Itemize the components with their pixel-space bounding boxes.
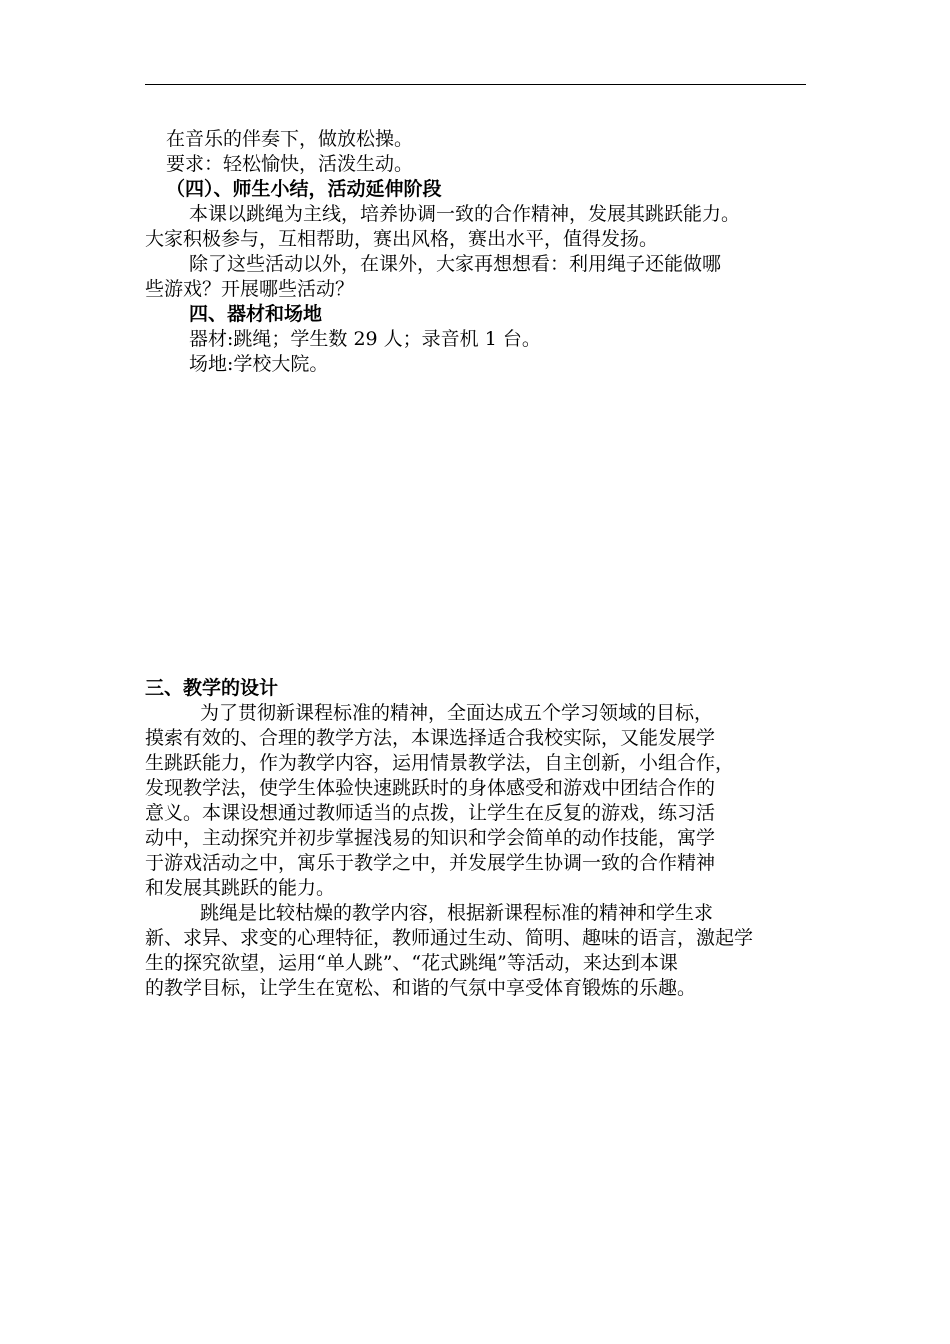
text-line: 要求：轻松愉快，活泼生动。 — [166, 153, 414, 175]
text-line: 本课以跳绳为主线，培养协调一致的合作精神，发展其跳跃能力。 — [189, 203, 741, 225]
text-line: 跳绳是比较枯燥的教学内容，根据新课程标准的精神和学生求 — [200, 902, 714, 924]
section-heading: （四）、师生小结，活动延伸阶段 — [166, 178, 442, 200]
text-line: 大家积极参与，互相帮助，赛出风格，赛出水平，值得发扬。 — [145, 228, 659, 250]
text-line: 生的探究欲望，运用“单人跳”、“花式跳绳”等活动，来达到本课 — [145, 952, 678, 974]
text-line: 发现教学法，使学生体验快速跳跃时的身体感受和游戏中团结合作的 — [145, 777, 716, 799]
text-line: 的教学目标，让学生在宽松、和谐的气氛中享受体育锻炼的乐趣。 — [145, 977, 697, 999]
text-line: 于游戏活动之中，寓乐于教学之中，并发展学生协调一致的合作精神 — [145, 852, 716, 874]
text-line: 生跳跃能力，作为教学内容，运用情景教学法，自主创新，小组合作， — [145, 752, 735, 774]
text-line: 为了贯彻新课程标准的精神，全面达成五个学习领域的目标， — [200, 702, 714, 724]
text-line: 在音乐的伴奏下，做放松操。 — [166, 128, 414, 150]
text-line: 摸索有效的、合理的教学方法，本课选择适合我校实际，又能发展学 — [145, 727, 716, 749]
equipment-line: 器材:跳绳；学生数 29 人；录音机 1 台。 — [189, 328, 541, 350]
text-line: 意义。本课设想通过教师适当的点拨，让学生在反复的游戏，练习活 — [145, 802, 716, 824]
header-rule — [145, 84, 806, 85]
venue-line: 场地:学校大院。 — [189, 353, 329, 375]
text-line: 除了这些活动以外，在课外，大家再想想看：利用绳子还能做哪 — [189, 253, 722, 275]
section-heading: 四、器材和场地 — [189, 303, 323, 325]
text-line: 新、求异、求变的心理特征，教师通过生动、简明、趣味的语言，激起学 — [145, 927, 754, 949]
text-line: 些游戏？开展哪些活动？ — [145, 278, 355, 300]
text-line: 和发展其跳跃的能力。 — [145, 877, 336, 899]
section-heading: 三、教学的设计 — [145, 677, 279, 699]
text-line: 动中，主动探究并初步掌握浅易的知识和学会简单的动作技能，寓学 — [145, 827, 716, 849]
